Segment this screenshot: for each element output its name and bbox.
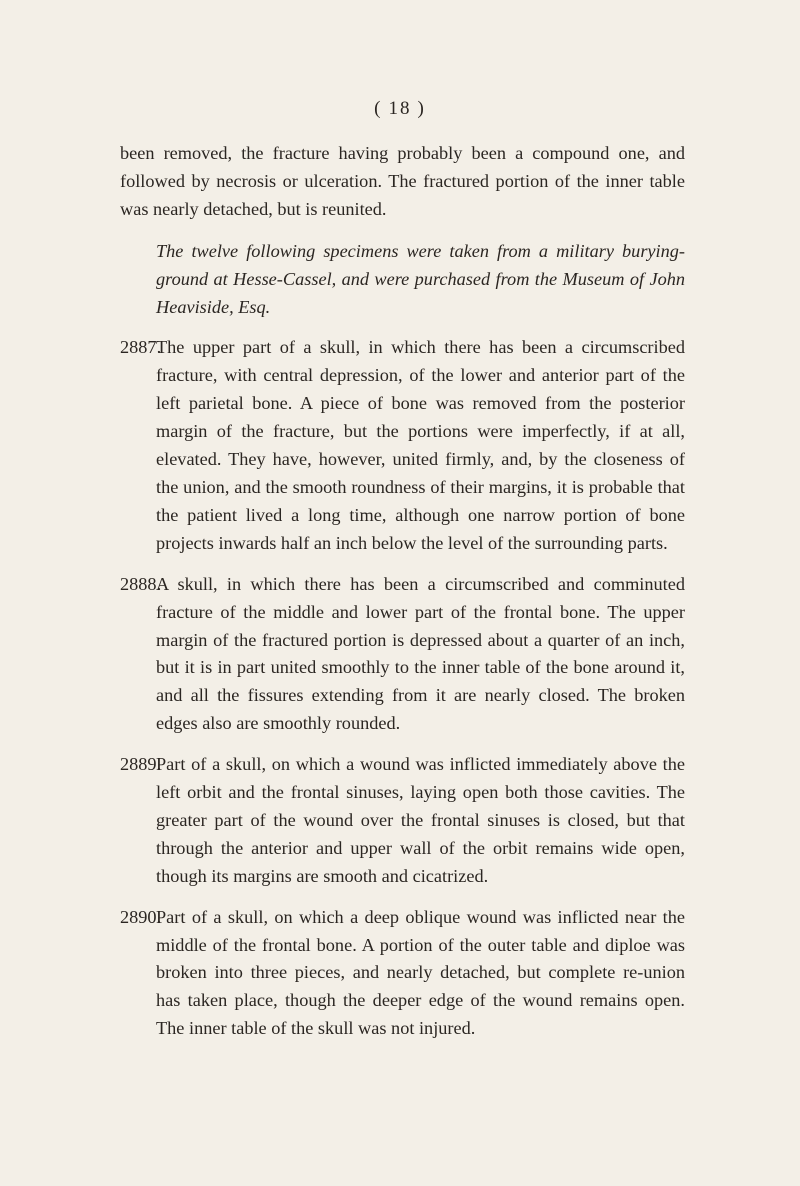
entry-text: Part of a skull, on which a wound was inflicted immediately above the left orbit and the frontal sinuses, laying open both those cavities. The greater part of the wound over the frontal sinuses is closed, but that through the anterior and upper wall of the orbit remains wide open, though its margins are smooth and cicatrized. bbox=[156, 754, 685, 886]
specimen-source-note: The twelve following specimens were taken from a military burying-ground at Hesse-Cassel, and were purchased from the Museum of John Heaviside, Esq. bbox=[156, 240, 685, 317]
page-number bbox=[0, 98, 800, 120]
entry-number: 2890. bbox=[120, 906, 162, 927]
catalogue-entry-2890 bbox=[120, 904, 685, 1044]
entry-number: 2888. bbox=[120, 573, 162, 594]
page-body bbox=[120, 140, 685, 1043]
page-number-close-paren: ) bbox=[417, 98, 426, 119]
entry-number: 2889. bbox=[120, 754, 162, 775]
catalogue-entry-2889 bbox=[120, 751, 685, 891]
entry-text: Part of a skull, on which a deep oblique wound was inflicted near the middle of the frontal bone. A portion of the outer table and diploe was broken into three pieces, and nearly detached, but complete re-union has taken place, though the deeper edge of the wound remains open. The inner table of the skull was not injured. bbox=[156, 906, 685, 1039]
entry-text: A skull, in which there has been a circumscribed and comminuted fracture of the middle and lower part of the frontal bone. The upper margin of the fractured portion is depressed about a quarter of an inch, but it is in part united smoothly to the inner table of the bone around it, and all the fissures extending from it are nearly closed. The broken edges also are smoothly rounded. bbox=[156, 573, 685, 734]
catalogue-entry-2887 bbox=[120, 334, 685, 557]
entry-number: 2887. bbox=[120, 337, 162, 358]
catalogue-entry-2888 bbox=[120, 571, 685, 738]
intro-paragraph: been removed, the fracture having probably been a compound one, and followed by necrosis or ulceration. The fractured portion of the inner table was nearly detached, but is reunited. bbox=[120, 143, 685, 219]
page-number-open-paren: ( bbox=[374, 98, 383, 119]
entry-text: The upper part of a skull, in which there has been a circumscribed fracture, with central depression, of the lower and anterior part of the left parietal bone. A piece of bone was removed from the posterior margin of the fracture, but the portions were imperfectly, if at all, elevated. They have, however, united firmly, and, by the closeness of the union, and the smooth roundness of their margins, it is probable that the patient lived a long time, although one narrow portion of bone projects inwards half an inch below the level of the surrounding parts. bbox=[156, 337, 685, 553]
page-number-value: 18 bbox=[388, 98, 412, 119]
